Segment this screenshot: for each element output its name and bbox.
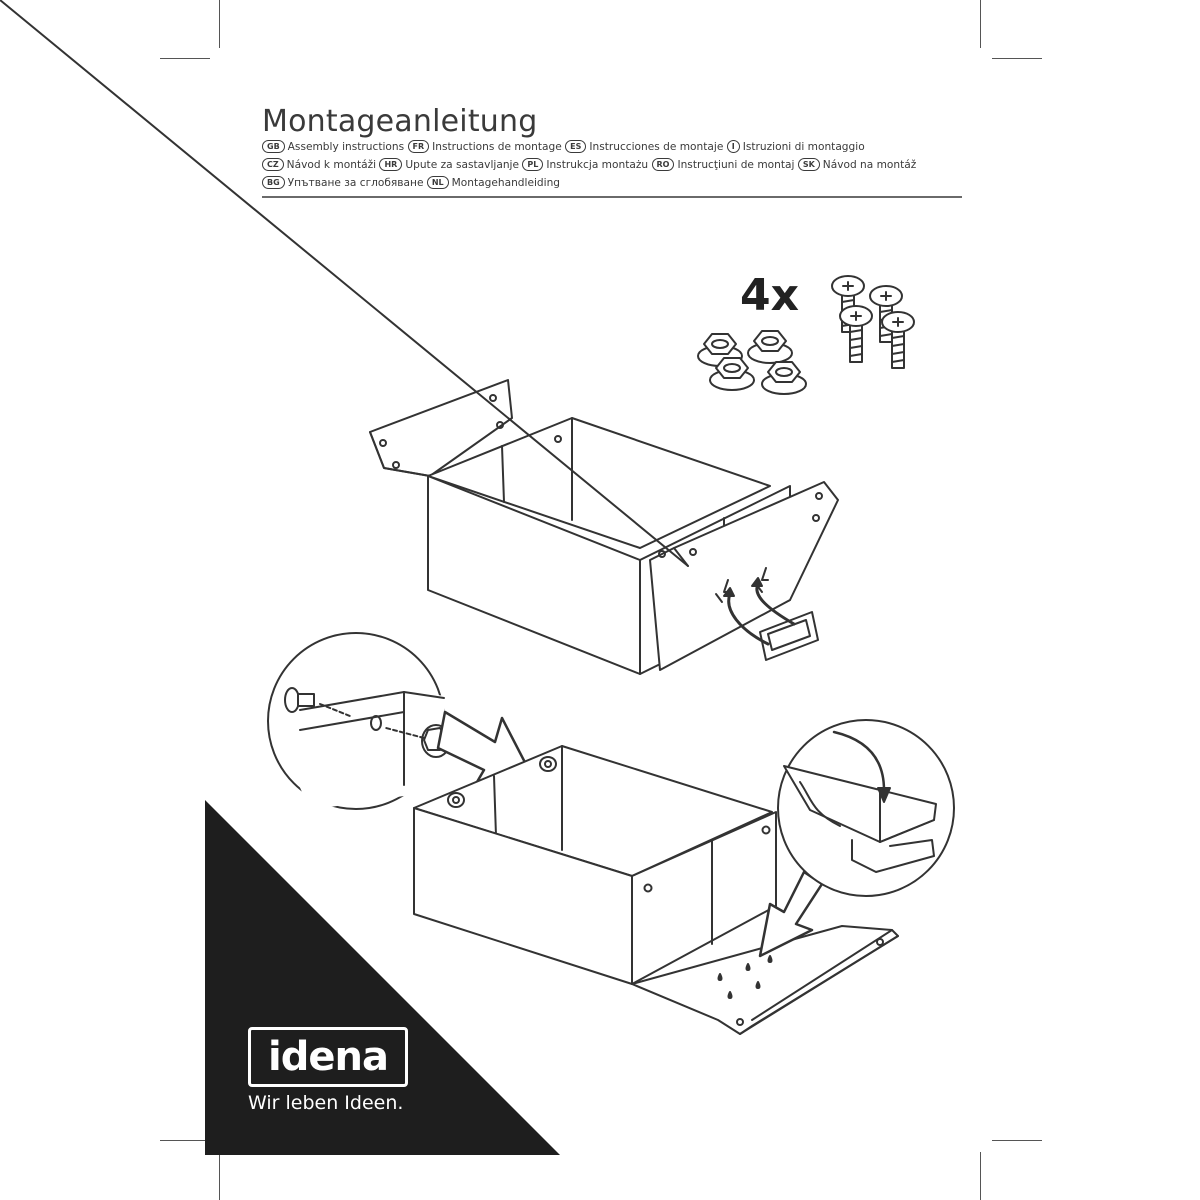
language-text: Upute za sastavljanje — [405, 159, 519, 171]
language-text: Instrucciones de montaje — [589, 141, 724, 153]
language-text: Instructions de montage — [432, 141, 562, 153]
language-code-badge: GB — [262, 140, 285, 153]
page-title: Montageanleitung — [262, 104, 538, 140]
language-code-badge: CZ — [262, 158, 284, 171]
brand-tagline: Wir leben Ideen. — [248, 1092, 404, 1114]
detail-circle-clip — [778, 720, 954, 896]
logo-wordmark: idena — [268, 1034, 388, 1080]
language-code-badge: PL — [522, 158, 543, 171]
language-text: Instrukcja montażu — [546, 159, 649, 171]
language-text: Návod k montáži — [286, 159, 377, 171]
language-code-badge: ES — [565, 140, 586, 153]
language-text: Упътване за сглобяване — [287, 177, 424, 189]
language-text: Návod na montáž — [822, 159, 917, 171]
language-text: Montagehandleiding — [451, 177, 561, 189]
language-code-badge: HR — [379, 158, 402, 171]
language-code-badge: NL — [427, 176, 449, 189]
language-text: Instrucţiuni de montaj — [677, 159, 795, 171]
flange-nut-icons — [698, 331, 806, 394]
language-code-badge: I — [727, 140, 740, 153]
language-text: Istruzioni di montaggio — [742, 141, 865, 153]
language-code-badge: RO — [652, 158, 675, 171]
language-code-badge: SK — [798, 158, 820, 171]
idena-logo — [248, 1027, 408, 1087]
language-code-badge: BG — [262, 176, 285, 189]
language-text: Assembly instructions — [287, 141, 405, 153]
screw-icons — [832, 276, 914, 368]
parts-quantity-label: 4x — [740, 270, 799, 321]
language-code-badge: FR — [408, 140, 430, 153]
